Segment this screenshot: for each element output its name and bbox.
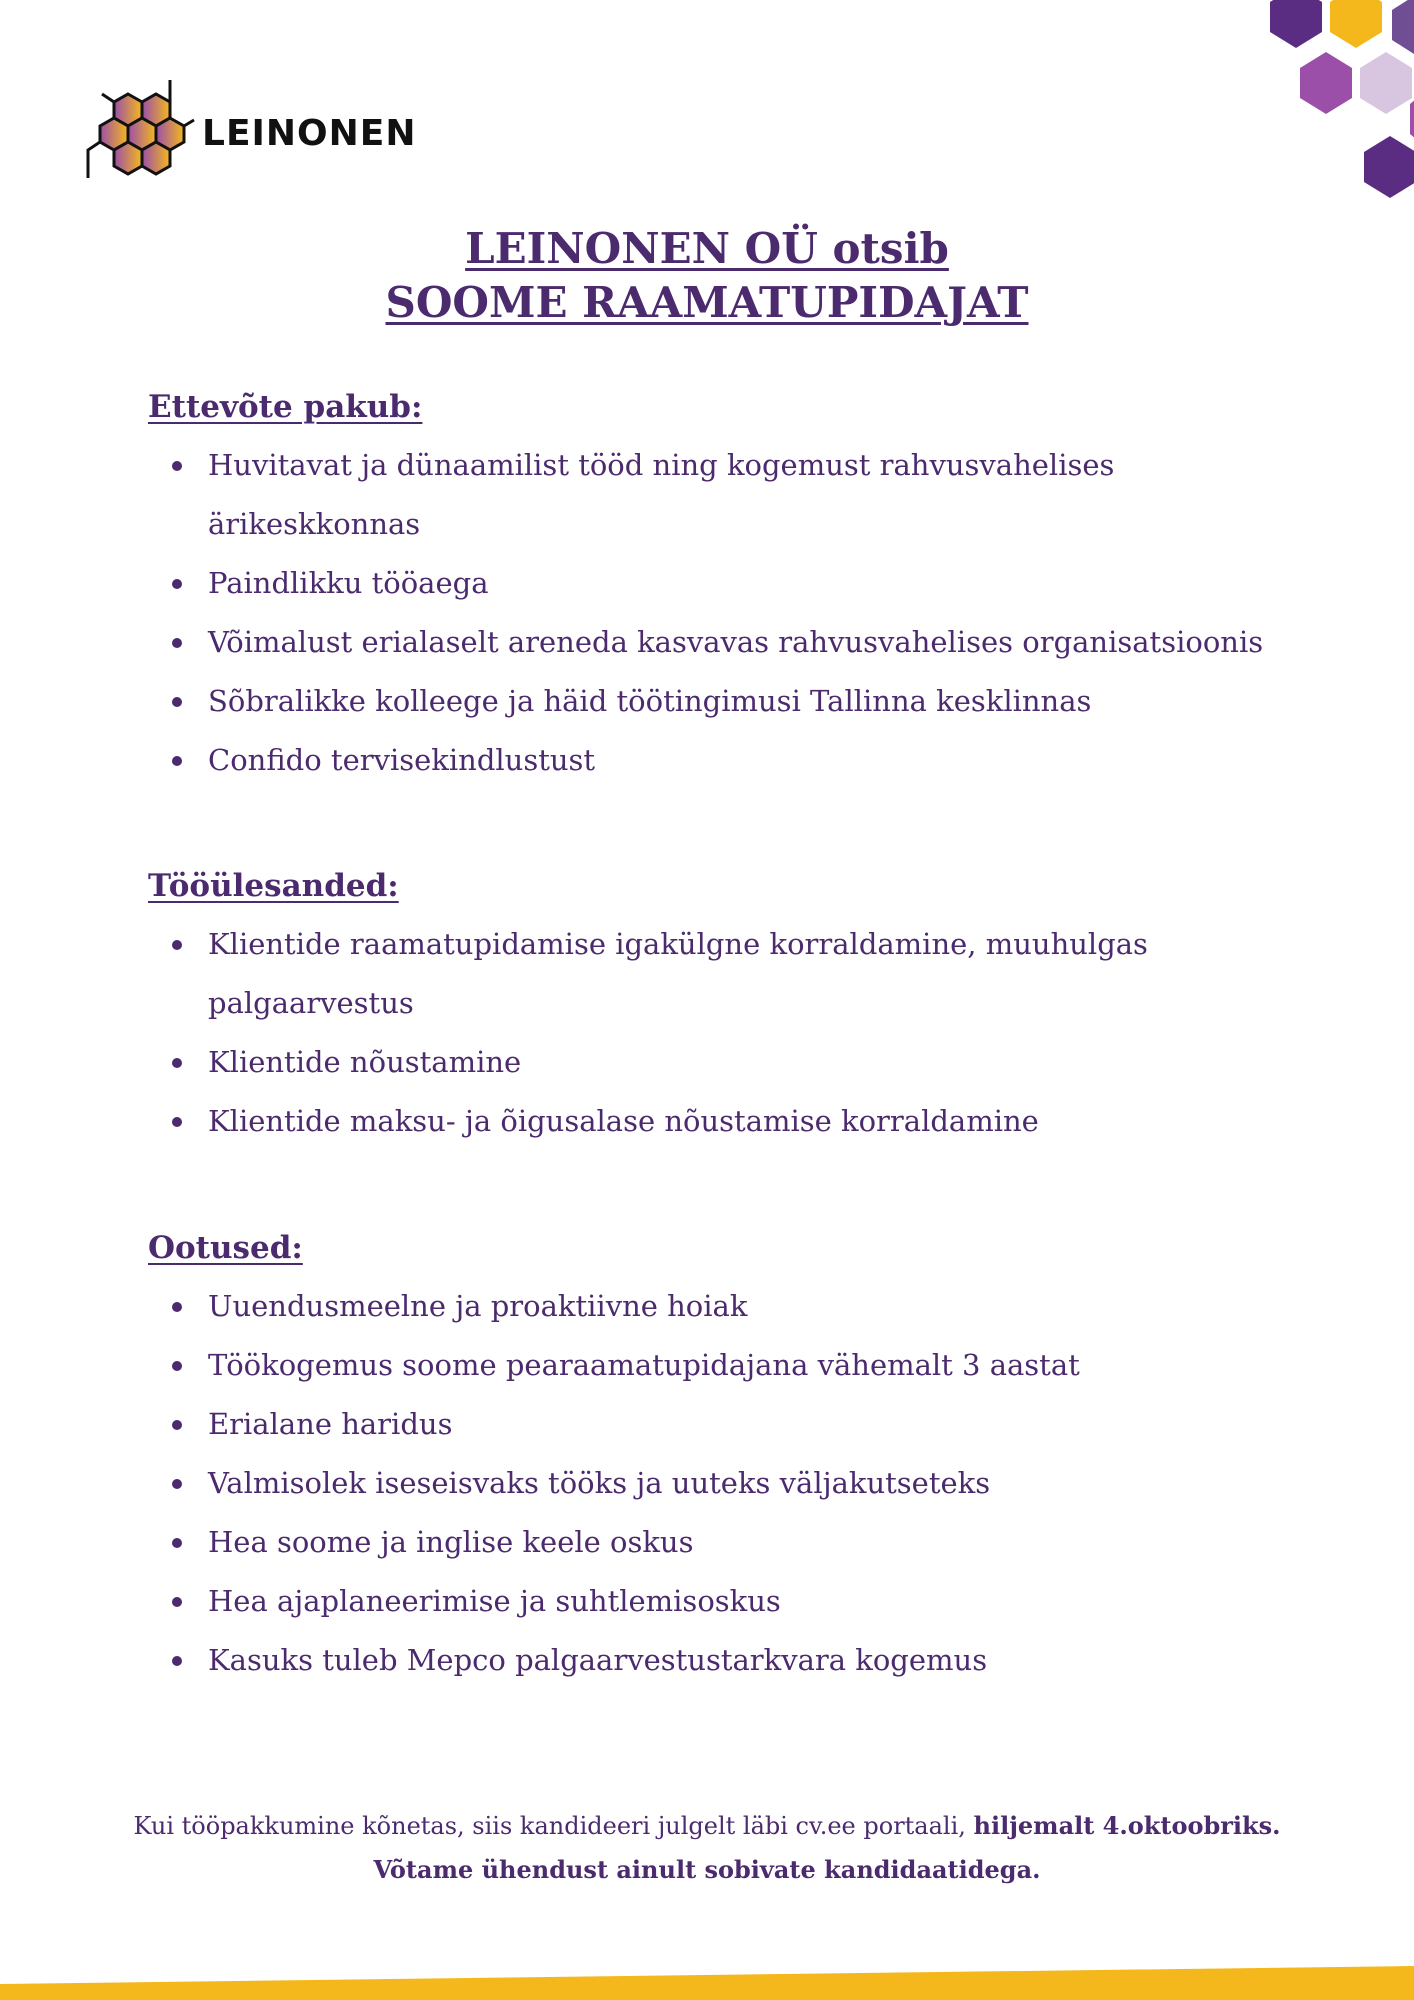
list-item: Paindlikku tööaega	[148, 554, 1328, 613]
list-item: Erialane haridus	[148, 1395, 1328, 1454]
list-item: Klientide raamatupidamise igakülgne korraldamine, muuhulgas palgaarvestus	[148, 915, 1218, 1033]
bottom-accent-stripe	[0, 1960, 1414, 2000]
section-heading: Ettevõte pakub:	[148, 389, 423, 425]
title-line-1: LEINONEN OÜ otsib	[465, 224, 949, 273]
logo-wordmark: LEINONEN	[202, 112, 417, 154]
decorative-hexagons	[1174, 0, 1414, 240]
list-item: Hea ajaplaneerimise ja suhtlemisoskus	[148, 1572, 1328, 1631]
list-item: Klientide maksu- ja õigusalase nõustamise korraldamine	[148, 1092, 1328, 1151]
hexagon-magenta-edge	[1410, 92, 1414, 146]
list-item: Valmisolek iseseisvaks tööks ja uuteks väljakutseteks	[148, 1454, 1328, 1513]
expectations-list	[148, 1277, 1328, 1690]
section-tasks	[148, 865, 1328, 1151]
footer-text: Kui tööpakkumine kõnetas, siis kandideeri julgelt läbi cv.ee portaali,	[133, 1812, 974, 1840]
list-item: Huvitavat ja dünaamilist tööd ning kogemust rahvusvahelises ärikeskkonnas	[148, 436, 1208, 554]
list-item: Confido tervisekindlustust	[148, 731, 1328, 790]
hexagon-yellow	[1330, 0, 1382, 48]
hexagon-violet	[1392, 0, 1414, 54]
page-title	[0, 222, 1414, 330]
list-item: Töökogemus soome pearaamatupidajana vähemalt 3 aastat	[148, 1336, 1328, 1395]
list-item: Uuendusmeelne ja proaktiivne hoiak	[148, 1277, 1328, 1336]
application-note	[0, 1804, 1414, 1892]
section-offers	[148, 386, 1328, 790]
footer-deadline: hiljemalt 4.oktoobriks.	[973, 1811, 1281, 1840]
tasks-list	[148, 915, 1328, 1151]
list-item: Kasuks tuleb Mepco palgaarvestustarkvara kogemus	[148, 1631, 1328, 1690]
hexagon-lavender	[1360, 52, 1412, 114]
list-item: Hea soome ja inglise keele oskus	[148, 1513, 1328, 1572]
footer-contact-note: Võtame ühendust ainult sobivate kandidaatidega.	[373, 1855, 1041, 1884]
section-expectations	[148, 1227, 1328, 1690]
company-logo	[84, 74, 417, 200]
list-item: Sõbralikke kolleege ja häid töötingimusi Tallinna kesklinnas	[148, 672, 1328, 731]
honeycomb-logo-icon	[84, 74, 196, 200]
hexagon-purple-bottom	[1364, 136, 1414, 198]
list-item: Võimalust erialaselt areneda kasvavas rahvusvahelises organisatsioonis	[148, 613, 1328, 672]
offers-list	[148, 436, 1328, 790]
hexagon-purple	[1270, 0, 1322, 48]
title-line-2: SOOME RAAMATUPIDAJAT	[385, 278, 1029, 327]
list-item: Klientide nõustamine	[148, 1033, 1328, 1092]
section-heading: Ootused:	[148, 1230, 303, 1266]
section-heading: Tööülesanded:	[148, 868, 399, 904]
hexagon-magenta	[1300, 52, 1352, 114]
